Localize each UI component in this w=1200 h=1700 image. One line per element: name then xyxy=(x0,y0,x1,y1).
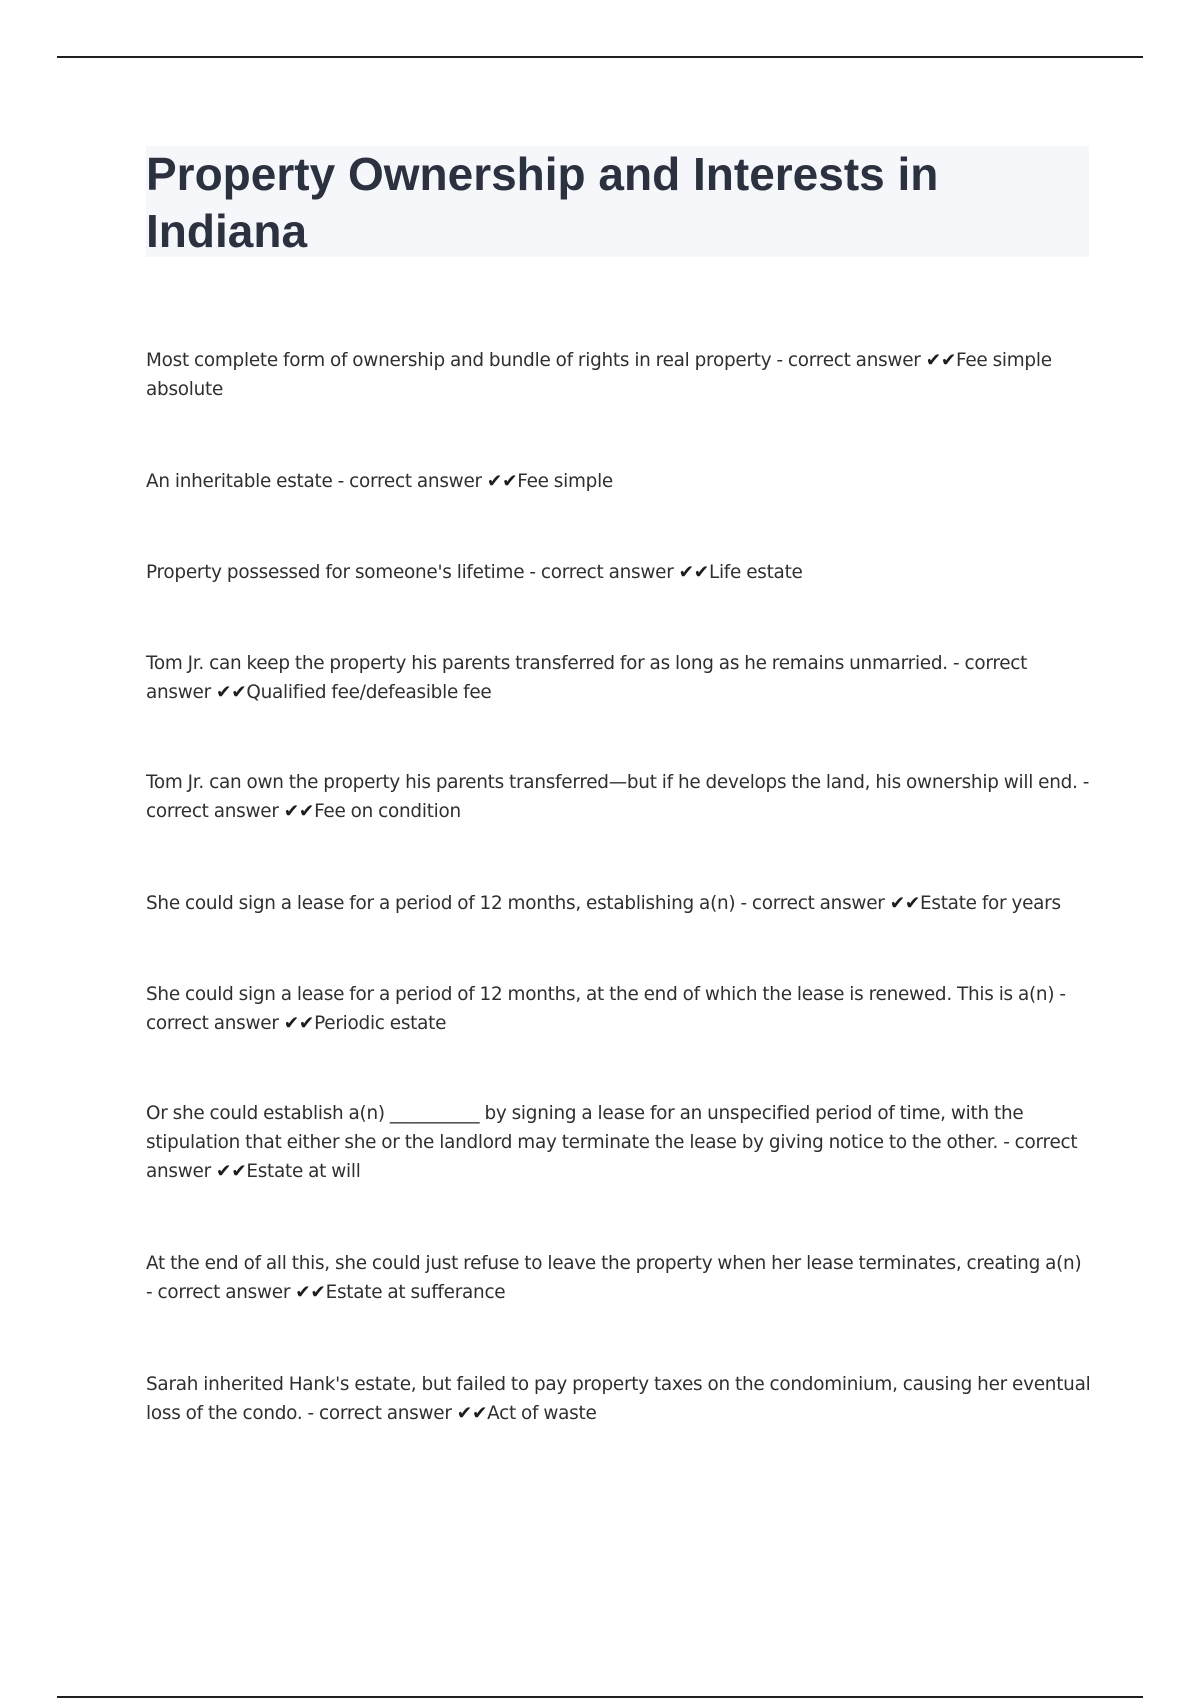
qa-item xyxy=(146,1249,1092,1307)
qa-answer: Estate at will xyxy=(246,1161,361,1182)
qa-separator: - correct answer xyxy=(524,562,679,583)
qa-item xyxy=(146,1370,1092,1428)
qa-item xyxy=(146,768,1092,826)
qa-answer: Estate at sufferance xyxy=(325,1282,506,1303)
qa-item xyxy=(146,1099,1092,1186)
check-icon: ✔✔ xyxy=(216,1161,247,1182)
qa-separator: - correct answer xyxy=(302,1403,457,1424)
qa-separator: - correct answer xyxy=(146,1132,1078,1182)
qa-question: Or she could establish a(n) __________ by signing a lease for an unspecified period of time, with the stipulation that either she or the landlord may terminate the lease by giving notice to the other. xyxy=(146,1103,1024,1153)
check-icon: ✔✔ xyxy=(295,1282,326,1303)
bottom-rule xyxy=(57,1696,1143,1698)
qa-answer: Fee on condition xyxy=(314,801,461,822)
qa-answer: Qualified fee/defeasible fee xyxy=(246,682,492,703)
check-icon: ✔✔ xyxy=(889,893,921,914)
qa-question: Tom Jr. can own the property his parents transferred—but if he develops the land, his ownership will end. xyxy=(146,772,1078,793)
qa-item xyxy=(146,558,1092,587)
qa-separator: - correct answer xyxy=(332,471,487,492)
qa-question: Property possessed for someone's lifetime xyxy=(146,562,525,583)
qa-separator: - correct answer xyxy=(146,653,1028,703)
check-icon: ✔✔ xyxy=(486,471,518,492)
page-title: Property Ownership and Interests in Indiana xyxy=(146,148,939,257)
qa-question: She could sign a lease for a period of 12 months, establishing a(n) xyxy=(146,893,736,914)
top-rule xyxy=(57,56,1143,58)
check-icon: ✔✔ xyxy=(925,350,957,371)
qa-item xyxy=(146,467,1092,496)
qa-item xyxy=(146,889,1092,918)
qa-answer: Periodic estate xyxy=(314,1013,447,1034)
qa-separator: - correct answer xyxy=(771,350,926,371)
qa-separator: - correct answer xyxy=(146,772,1090,822)
qa-question: Most complete form of ownership and bundle of rights in real property xyxy=(146,350,772,371)
qa-question: Tom Jr. can keep the property his parents transferred for as long as he remains unmarried. xyxy=(146,653,948,674)
qa-separator: - correct answer xyxy=(146,1282,296,1303)
qa-answer: Life estate xyxy=(708,562,803,583)
qa-answer: Fee simple absolute xyxy=(146,350,1052,400)
check-icon: ✔✔ xyxy=(283,801,315,822)
check-icon: ✔✔ xyxy=(678,562,709,583)
qa-answer: Estate for years xyxy=(920,893,1061,914)
qa-item xyxy=(146,346,1092,404)
qa-question: At the end of all this, she could just refuse to leave the property when her lease terminates, creating a(n) xyxy=(146,1253,1082,1274)
qa-item xyxy=(146,649,1092,707)
check-icon: ✔✔ xyxy=(283,1013,315,1034)
qa-separator: - correct answer xyxy=(735,893,890,914)
qa-item xyxy=(146,980,1092,1038)
check-icon: ✔✔ xyxy=(216,682,247,703)
qa-question: Sarah inherited Hank's estate, but failed to pay property taxes on the condominium, causing her eventual loss of the condo. xyxy=(146,1374,1091,1424)
qa-answer: Act of waste xyxy=(487,1403,597,1424)
qa-answer: Fee simple xyxy=(517,471,614,492)
qa-question: She could sign a lease for a period of 12 months, at the end of which the lease is renewed. This is a(n) xyxy=(146,984,1055,1005)
check-icon: ✔✔ xyxy=(456,1403,488,1424)
qa-separator: - correct answer xyxy=(146,984,1066,1034)
qa-question: An inheritable estate xyxy=(146,471,333,492)
